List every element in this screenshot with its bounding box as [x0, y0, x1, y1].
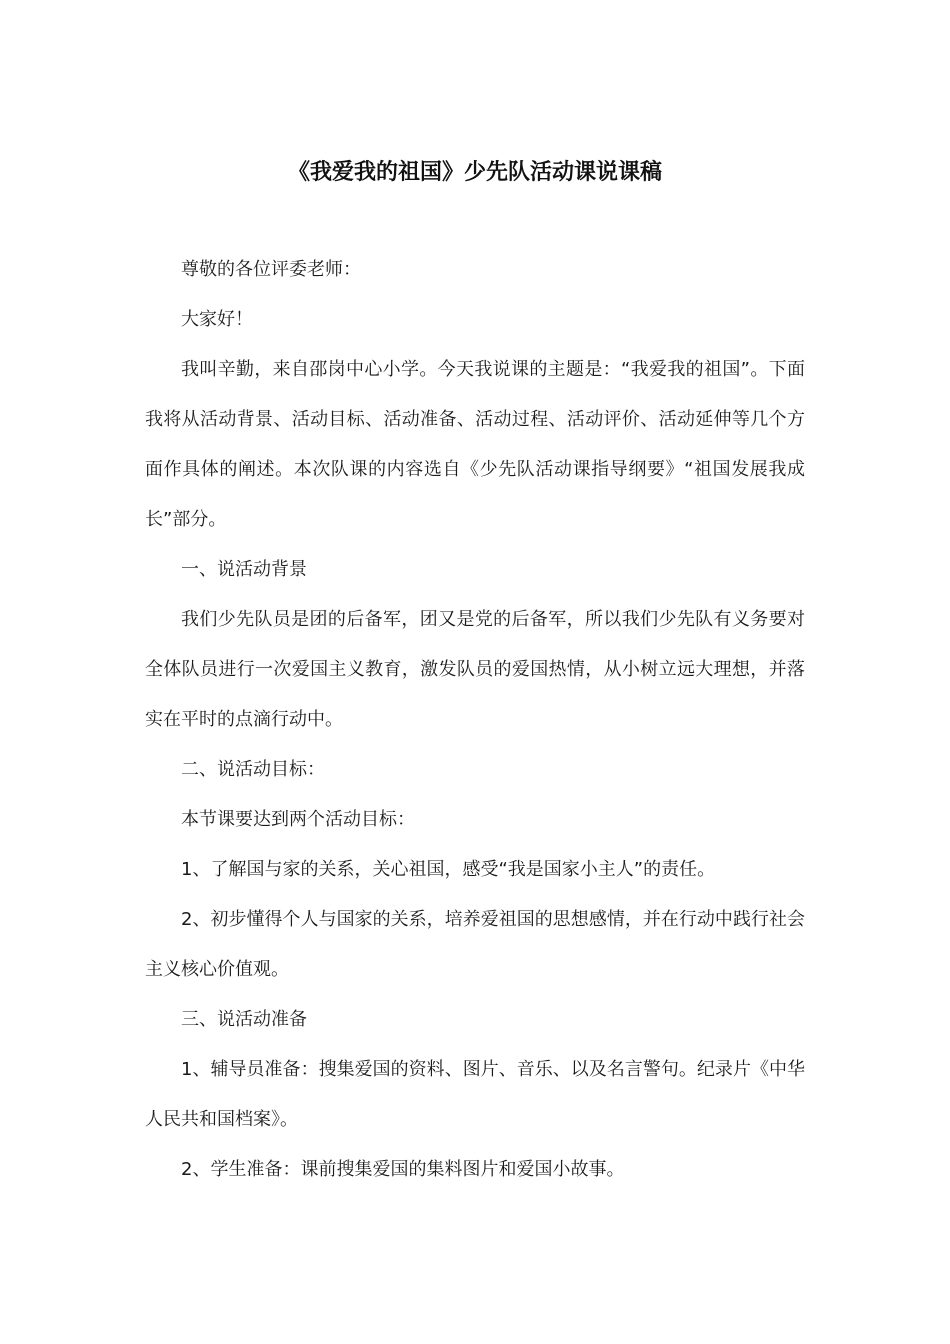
section-heading-background: 一、说活动背景 [181, 559, 307, 580]
section-heading-goals: 二、说活动目标： [181, 759, 325, 780]
list-item-preparation-1: 1、辅导员准备：搜集爱国的资料、图片、音乐、以及名言警句。纪录片《中华人民共和国档案》。 [145, 1059, 805, 1130]
list-item-goal-1: 1、了解国与家的关系，关心祖国，感受“我是国家小主人”的责任。 [181, 859, 716, 880]
paragraph-background: 我们少先队员是团的后备军，团又是党的后备军，所以我们少先队有义务要对全体队员进行一次爱国主义教育，激发队员的爱国热情，从小树立远大理想，并落实在平时的点滴行动中。 [145, 609, 805, 730]
paragraph-hello: 大家好！ [181, 309, 253, 330]
document-body [145, 245, 805, 1195]
paragraph-greeting: 尊敬的各位评委老师： [181, 259, 361, 280]
paragraph-introduction: 我叫辛勤，来自邵岗中心小学。今天我说课的主题是：“我爱我的祖国”。下面我将从活动背景、活动目标、活动准备、活动过程、活动评价、活动延伸等几个方面作具体的阐述。本次队课的内容选自《少先队活动课指导纲要》“祖国发展我成长”部分。 [145, 359, 805, 530]
document-title: 《我爱我的祖国》少先队活动课说课稿 [287, 160, 662, 185]
list-item-goal-2: 2、初步懂得个人与国家的关系，培养爱祖国的思想感情，并在行动中践行社会主义核心价值观。 [145, 909, 805, 980]
paragraph-goals-intro: 本节课要达到两个活动目标： [181, 809, 415, 830]
list-item-preparation-2: 2、学生准备：课前搜集爱国的集料图片和爱国小故事。 [181, 1159, 625, 1180]
section-heading-preparation: 三、说活动准备 [181, 1009, 307, 1030]
